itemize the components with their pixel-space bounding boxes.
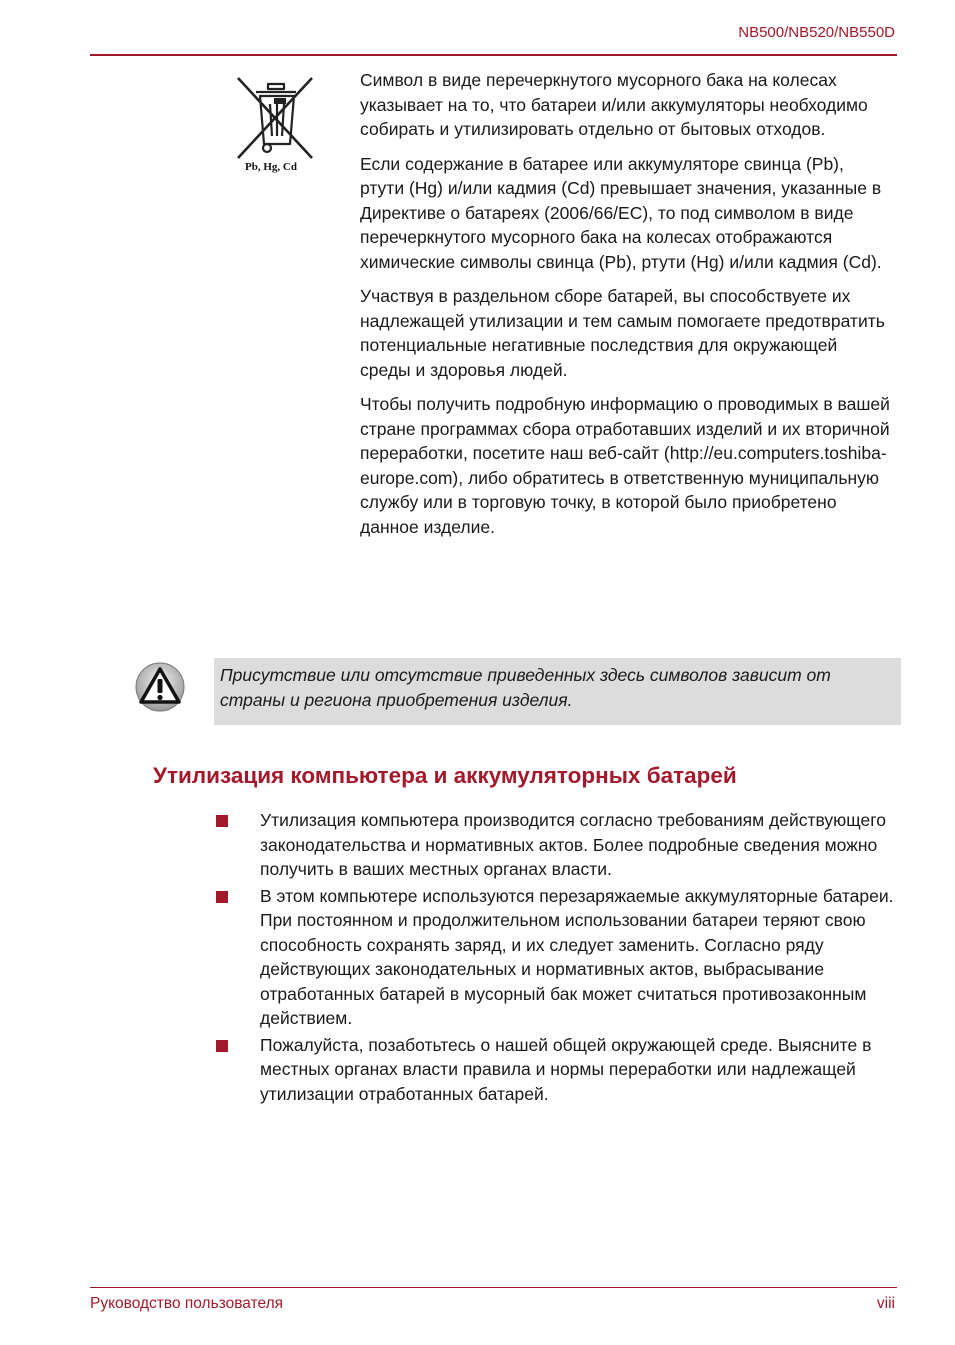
header-divider — [90, 54, 897, 56]
note-box — [214, 658, 901, 725]
list-item-text: В этом компьютере используются перезаряжаемые аккумуляторные батареи. При постоянном и продолжительном использовании батареи теряют свою способность сохранять заряд, и их следует заменить. Согласно ряду действующих законодательных и нормативных актов, выбрасывание отработанных батарей в мусорный бак может считаться противозаконным действием. — [260, 885, 894, 1028]
bin-symbol-caption: Pb, Hg, Cd — [245, 161, 297, 173]
footer-divider — [90, 1287, 897, 1288]
list-item — [216, 884, 896, 1031]
paragraph-separate-collection: Участвуя в раздельном сборе батарей, вы способствуете их надлежащей утилизации и тем самым помогаете предотвратить потенциальные негативные последствия для окружающей среды и здоровья людей. — [360, 286, 885, 380]
list-item-text: Пожалуйста, позаботьтесь о нашей общей окружающей среде. Выясните в местных органах власти правила и нормы переработки или надлежащей утилизации отработанных батарей. — [260, 1034, 872, 1104]
paragraph-bin-symbol: Символ в виде перечеркнутого мусорного бака на колесах указывает на то, что батареи и/или аккумуляторы необходимо собирать и утилизировать отдельно от бытовых отходов. — [360, 70, 868, 139]
list-item — [216, 808, 896, 882]
list-item-text: Утилизация компьютера производится согласно требованиям действующего законодательства и нормативных актов. Более подробные сведения можно получить в ваших местных органах власти. — [260, 810, 886, 879]
disposal-bullet-list — [216, 808, 896, 1108]
bullet-square-icon — [216, 815, 228, 827]
paragraph-heavy-metals: Если содержание в батарее или аккумуляторе свинца (Pb), ртути (Hg) и/или кадмия (Cd) превышает значения, указанные в Директиве о батареях (2006/66/ЕС), то под символом в виде перечеркнутого мусорного бака на колесах отображаются химические символы свинца (Pb), ртути (Hg) и/или кадмия (Cd). — [360, 153, 882, 272]
footer-guide-title: Руководство пользователя — [90, 1295, 284, 1312]
battery-symbol-description — [360, 68, 890, 549]
warning-triangle-icon — [134, 661, 186, 713]
list-item — [216, 1033, 896, 1107]
paragraph-more-information: Чтобы получить подробную информацию о проводимых в вашей стране программах сбора отработавших изделий и их вторичной переработки, посетите наш веб-сайт (http://eu.computers.toshiba-europe.com), либо обратитесь в ответственную муниципальную службу или в торговую точку, в которой было приобретено данное изделие. — [360, 394, 890, 537]
bullet-square-icon — [216, 1040, 228, 1052]
header-model-title: NB500/NB520/NB550D — [738, 24, 895, 41]
bullet-square-icon — [216, 891, 228, 903]
note-text: Присутствие или отсутствие приведенных здесь символов зависит от страны и региона приобретения изделия. — [220, 665, 831, 710]
page-number: viii — [876, 1295, 895, 1312]
section-heading: Утилизация компьютера и аккумуляторных батарей — [153, 763, 737, 788]
